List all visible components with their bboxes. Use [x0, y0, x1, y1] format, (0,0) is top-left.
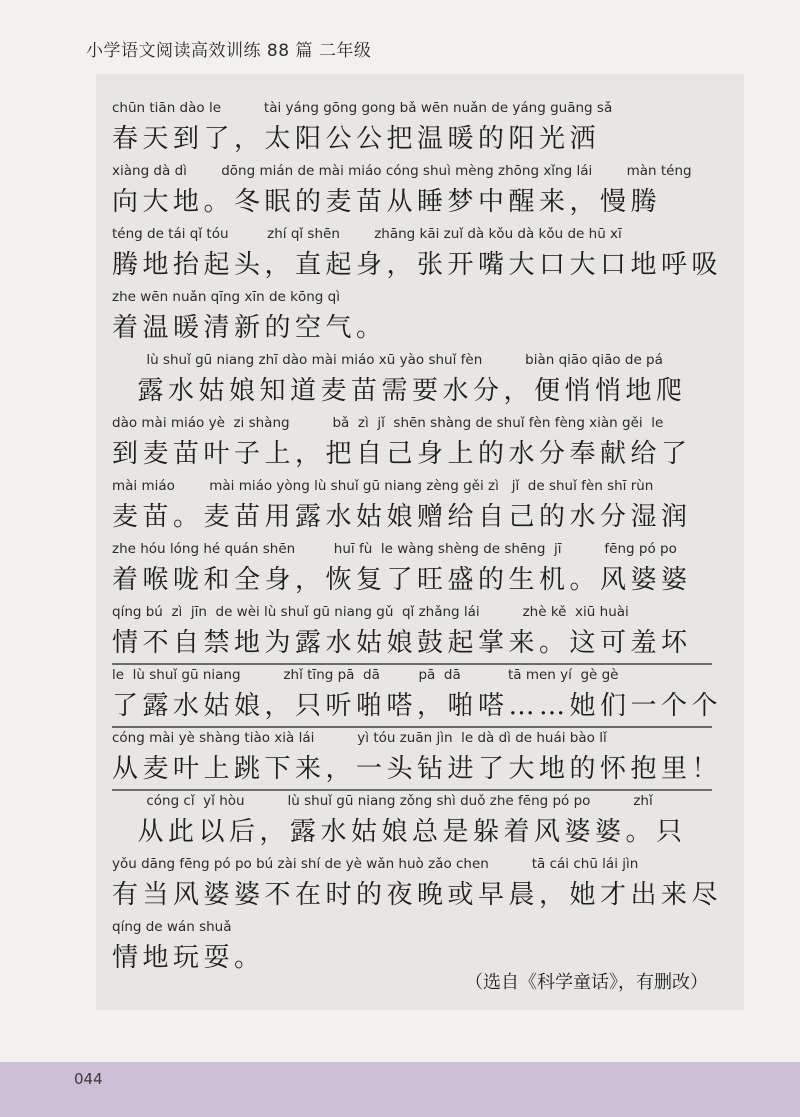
pinyin-row: téng de tái qǐ tóu zhí qǐ shēn zhāng kāi zuǐ dà kǒu dà kǒu de hū xī	[112, 226, 622, 242]
hanzi-row: 从此以后，露水姑娘总是躲着风婆婆。只	[112, 817, 687, 847]
hanzi-row-underlined: 了露水姑娘，只听啪嗒，啪嗒……她们一个个	[112, 685, 712, 728]
hanzi-row: 向大地。冬眠的麦苗从睡梦中醒来，慢腾	[112, 187, 662, 217]
pinyin-row: lù shuǐ gū niang zhī dào mài miáo xū yào shuǐ fèn biàn qiāo qiāo de pá	[112, 352, 663, 368]
hanzi-row: 到麦苗叶子上，把自己身上的水分奉献给了	[112, 439, 692, 469]
pinyin-row: dào mài miáo yè zi shàng bǎ zì jǐ shēn shàng de shuǐ fèn fèng xiàn gěi le	[112, 415, 664, 431]
hanzi-row: 麦苗。麦苗用露水姑娘赠给自己的水分湿润	[112, 502, 692, 532]
pinyin-row: qíng de wán shuǎ	[112, 919, 232, 935]
footer-band	[0, 1062, 800, 1117]
pinyin-row: zhe hóu lóng hé quán shēn huī fù le wàng shèng de shēng jī fēng pó po	[112, 541, 677, 557]
pinyin-row: cóng mài yè shàng tiào xià lái yì tóu zuān jìn le dà dì de huái bào lǐ	[112, 730, 607, 746]
source-citation: （选自《科学童话》，有删改）	[465, 972, 708, 993]
page-number: 044	[74, 1070, 103, 1088]
pinyin-row: qíng bú zì jīn de wèi lù shuǐ gū niang gǔ qǐ zhǎng lái zhè kě xiū huài	[112, 604, 629, 620]
pinyin-row: chūn tiān dào le tài yáng gōng gong bǎ wēn nuǎn de yáng guāng sǎ	[112, 100, 613, 116]
hanzi-row: 情地玩耍。	[112, 943, 265, 973]
pinyin-row: xiàng dà dì dōng mián de mài miáo cóng shuì mèng zhōng xǐng lái màn téng	[112, 163, 692, 179]
pinyin-row: le lù shuǐ gū niang zhǐ tīng pā dā pā dā tā men yí gè gè	[112, 667, 619, 683]
hanzi-row: 着温暖清新的空气。	[112, 313, 387, 343]
hanzi-row: 有当风婆婆不在时的夜晚或早晨，她才出来尽	[112, 880, 723, 910]
hanzi-row: 着喉咙和全身，恢复了旺盛的生机。风婆婆	[112, 565, 692, 595]
hanzi-row-underlined: 情不自禁地为露水姑娘鼓起掌来。这可羞坏	[112, 622, 712, 665]
hanzi-row-underlined: 从麦叶上跳下来，一头钻进了大地的怀抱里！	[112, 748, 712, 791]
hanzi-row: 露水姑娘知道麦苗需要水分，便悄悄地爬	[112, 376, 687, 406]
pinyin-row: zhe wēn nuǎn qīng xīn de kōng qì	[112, 289, 340, 305]
pinyin-row: mài miáo mài miáo yòng lù shuǐ gū niang zèng gěi zì jǐ de shuǐ fèn shī rùn	[112, 478, 654, 494]
book-title-header: 小学语文阅读高效训练 88 篇 二年级	[86, 41, 372, 61]
pinyin-row: cóng cǐ yǐ hòu lù shuǐ gū niang zǒng shì duǒ zhe fēng pó po zhǐ	[112, 793, 653, 809]
hanzi-row: 腾地抬起头，直起身，张开嘴大口大口地呼吸	[112, 250, 723, 280]
hanzi-row: 春天到了，太阳公公把温暖的阳光洒	[112, 124, 601, 154]
pinyin-row: yǒu dāng fēng pó po bú zài shí de yè wǎn huò zǎo chen tā cái chū lái jìn	[112, 856, 639, 872]
